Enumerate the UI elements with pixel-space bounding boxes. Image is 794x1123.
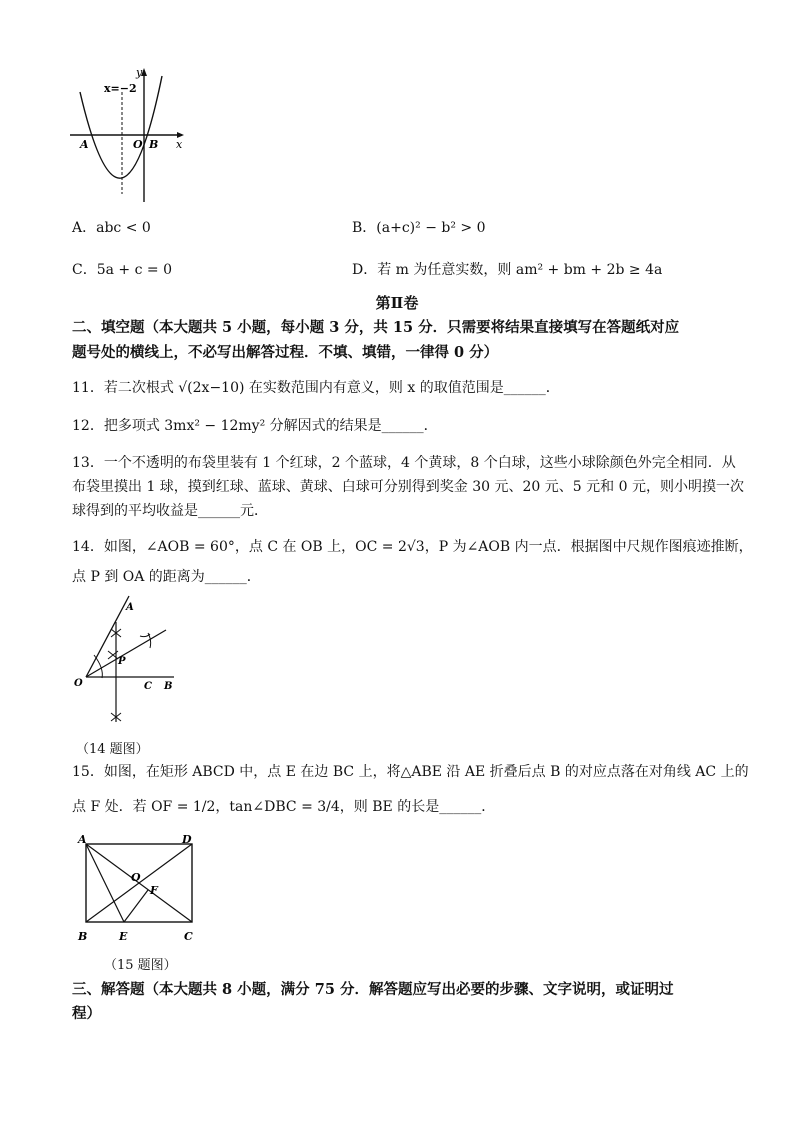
fig15-point-c: C bbox=[184, 930, 193, 943]
point-o-label: O bbox=[133, 138, 143, 151]
question-12: 12．把多项式 3mx² − 12my² 分解因式的结果是______． bbox=[72, 418, 438, 434]
question-15-line2: 点 F 处．若 OF = 1/2，tan∠DBC = 3/4，则 BE 的长是______． bbox=[72, 799, 496, 815]
fig15-point-e: E bbox=[119, 930, 128, 943]
section2-heading-line1: 二、填空题（本大题共 5 小题，每小题 3 分，共 15 分．只需要将结果直接填写在答题纸对应 bbox=[72, 319, 680, 336]
point-a-label: A bbox=[80, 138, 89, 151]
section2-heading-line2: 题号处的横线上，不必写出解答过程．不填、填错，一律得 0 分） bbox=[72, 344, 499, 361]
option-b: B．(a+c)² − b² > 0 bbox=[352, 220, 486, 236]
fig15-point-d: D bbox=[182, 833, 192, 846]
question-14-line2: 点 P 到 OA 的距离为______． bbox=[72, 569, 261, 585]
fig15-point-b: B bbox=[78, 930, 88, 943]
fig14-point-c: C bbox=[144, 681, 152, 692]
angle-construction-figure bbox=[66, 592, 186, 728]
fig14-point-a: A bbox=[126, 602, 134, 613]
fig15-point-a: A bbox=[78, 833, 87, 846]
fig14-point-o: O bbox=[74, 678, 83, 689]
fig14-point-p: P bbox=[118, 656, 126, 667]
question-15-line1: 15．如图，在矩形 ABCD 中，点 E 在边 BC 上，将△ABE 沿 AE 折叠后点 B 的对应点落在对角线 AC 上的 bbox=[72, 764, 749, 780]
figure-14-caption: （14 题图） bbox=[76, 742, 149, 757]
question-14-line1: 14．如图，∠AOB = 60°，点 C 在 OB 上，OC = 2√3，P 为∠AOB 内一点．根据图中尺规作图痕迹推断， bbox=[72, 539, 753, 555]
question-13-line2: 布袋里摸出 1 球，摸到红球、蓝球、黄球、白球可分别得到奖金 30 元、20 元、5 元和 0 元，则小明摸一次 bbox=[72, 479, 744, 495]
fig14-point-b: B bbox=[164, 681, 173, 692]
volume-title: 第Ⅱ卷 bbox=[375, 294, 419, 312]
figure-15-caption: （15 题图） bbox=[104, 958, 177, 973]
rectangle-fold-figure bbox=[72, 832, 202, 946]
parabola-figure bbox=[66, 62, 196, 212]
fig15-point-o: O bbox=[131, 871, 141, 884]
question-11: 11．若二次根式 √(2x−10) 在实数范围内有意义，则 x 的取值范围是______． bbox=[72, 380, 560, 396]
question-13-line1: 13．一个不透明的布袋里装有 1 个红球，2 个蓝球，4 个黄球，8 个白球，这些小球除颜色外完全相同．从 bbox=[72, 455, 736, 471]
y-axis-label: y bbox=[136, 66, 143, 79]
point-b-label: B bbox=[149, 138, 159, 151]
option-a: A．abc < 0 bbox=[72, 220, 151, 236]
question-13-line3: 球得到的平均收益是______元． bbox=[72, 503, 268, 519]
x-axis-label: x bbox=[176, 138, 183, 151]
fig15-point-f: F bbox=[150, 884, 158, 897]
section3-heading-line1: 三、解答题（本大题共 8 小题，满分 75 分．解答题应写出必要的步骤、文字说明，或证明过 bbox=[72, 981, 674, 998]
option-c: C．5a + c = 0 bbox=[72, 262, 172, 278]
option-d: D．若 m 为任意实数，则 am² + bm + 2b ≥ 4a bbox=[352, 262, 663, 278]
section3-heading-line2: 程） bbox=[72, 1005, 101, 1022]
symmetry-axis-label: x=−2 bbox=[104, 82, 137, 95]
